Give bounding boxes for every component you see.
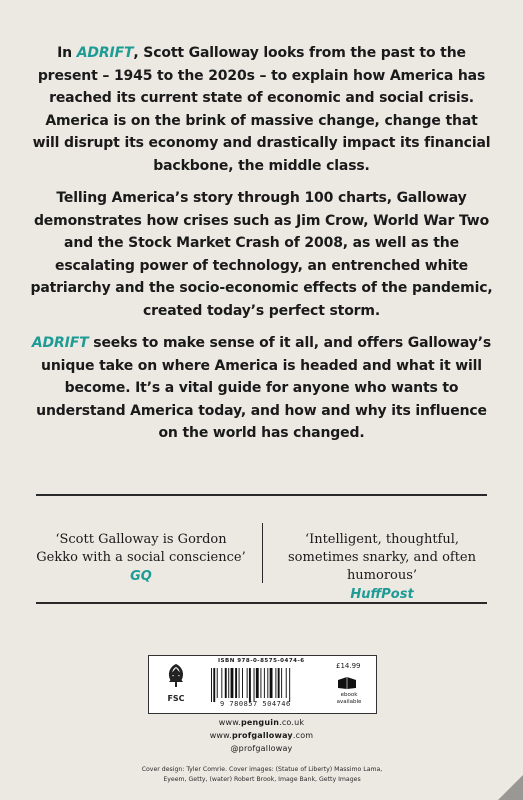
url-domain: profgalloway	[231, 731, 293, 740]
blurb-paragraph-1	[30, 42, 493, 177]
url-domain: penguin	[240, 718, 280, 727]
quote-divider	[262, 523, 263, 583]
profgalloway-url[interactable]	[0, 731, 523, 740]
url-prefix: www.	[209, 731, 232, 740]
review-quote-gq	[36, 531, 246, 586]
blurb-p1-text: , Scott Galloway looks from the past to the present – 1945 to the 2020s – to explain how America has reached its current state of economic and social crisis. America is on the brink of massive change, change that will disrupt its economy and drastically impact its financial backbone, the middle class.	[32, 45, 491, 174]
url-suffix: .co.uk	[279, 718, 305, 727]
ebook-available-text: ebook available	[336, 692, 362, 705]
book-title: ADRIFT	[31, 335, 89, 351]
blurb-p3-text: seeks to make sense of it all, and offers Galloway’s unique take on where America is headed and what it will become. It’s a vital guide for anyone who wants to understand America today, and how and why its influence on the world has changed.	[36, 335, 492, 441]
bottom-rule	[36, 602, 487, 604]
fsc-label: FSC	[167, 694, 185, 703]
isbn-number: 9 780857 504746	[220, 700, 291, 708]
fsc-tree-icon	[163, 661, 189, 707]
blurb-p1-prefix: In	[57, 45, 77, 61]
url-prefix: www.	[218, 718, 241, 727]
quote-text: ‘Intelligent, thoughtful, sometimes snarky, and often humorous’	[288, 532, 476, 583]
blurb-paragraph-3	[30, 332, 493, 445]
top-rule	[36, 494, 487, 496]
barcode-panel	[148, 655, 377, 714]
ebook-icon	[336, 676, 358, 690]
corner-fold	[498, 775, 523, 800]
penguin-url[interactable]	[0, 718, 523, 727]
price: £14.99	[336, 662, 361, 670]
cover-credits: Cover design: Tyler Comrie. Cover images: (Statue of Liberty) Massimo Lama, Eyeem, Getty, (water) Robert Brook, Image Bank, Getty Images	[141, 766, 383, 783]
blurb-paragraph-2: Telling America’s story through 100 charts, Galloway demonstrates how crises such as Jim Crow, World War Two and the Stock Market Crash of 2008, as well as the escalating power of technology, an entrenched white patriarchy and the socio-economic effects of the pandemic, created today’s perfect storm.	[30, 190, 493, 319]
book-title: ADRIFT	[76, 45, 134, 61]
twitter-handle[interactable]: @profgalloway	[230, 744, 293, 753]
isbn-label: ISBN 978-0-8575-0474-6	[218, 658, 305, 664]
review-quote-huffpost	[276, 531, 488, 604]
quote-source: HuffPost	[350, 587, 414, 602]
quote-text: ‘Scott Galloway is Gordon Gekko with a social conscience’	[36, 532, 246, 565]
quote-source: GQ	[130, 569, 152, 584]
url-suffix: .com	[292, 731, 314, 740]
